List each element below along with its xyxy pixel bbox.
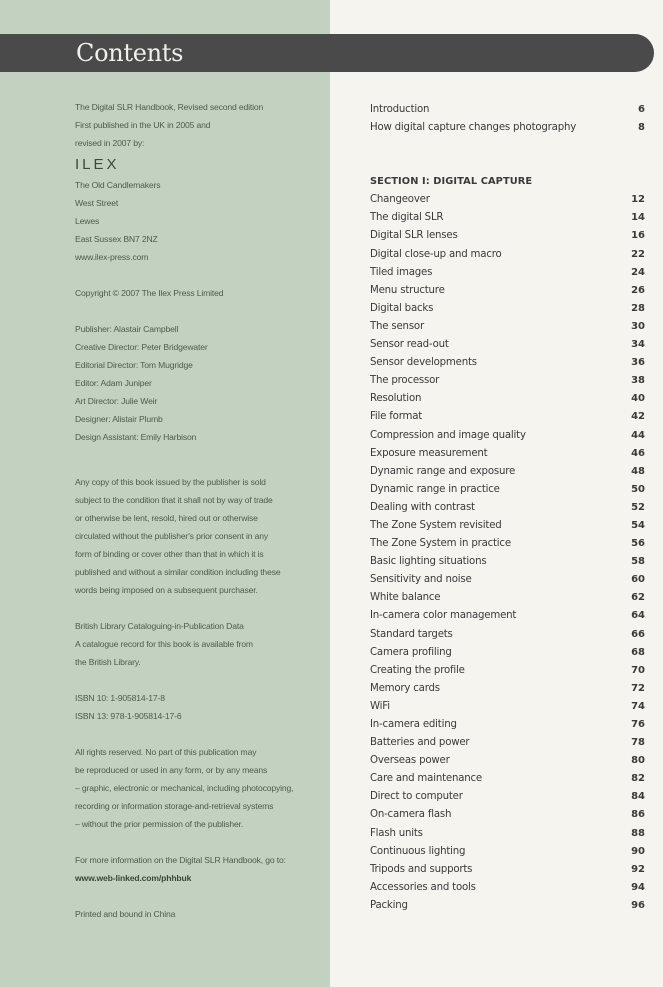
publisher-logo: ILEX — [75, 156, 120, 173]
address-line: East Sussex BN7 2NZ — [75, 234, 158, 244]
toc-entry-title: Dynamic range and exposure — [370, 465, 516, 477]
toc-entry[interactable] — [370, 209, 645, 227]
toc-entry[interactable] — [370, 589, 645, 607]
toc-entry[interactable] — [370, 770, 645, 788]
toc-entry[interactable] — [370, 553, 645, 571]
credit-line: Editorial Director: Tom Mugridge — [75, 360, 193, 370]
rights-line: – without the prior permission of the publisher. — [75, 819, 244, 829]
toc-entry-title: File format — [370, 411, 423, 423]
toc-entry-title: The sensor — [370, 320, 424, 332]
toc-entry-page: 86 — [631, 809, 645, 821]
cip-line: British Library Cataloguing-in-Publication Data — [75, 621, 244, 631]
rights-line: All rights reserved. No part of this publication may — [75, 747, 257, 757]
credit-line: Editor: Adam Juniper — [75, 378, 152, 388]
toc-entry-title: Introduction — [370, 104, 430, 115]
toc-entry-title: Exposure measurement — [370, 447, 488, 459]
toc-entry-title: Sensor developments — [370, 357, 477, 369]
toc-entry-page: 60 — [631, 574, 645, 586]
toc-entry-title: Resolution — [370, 393, 422, 405]
edition-line: The Digital SLR Handbook, Revised second edition — [75, 102, 264, 112]
toc-entry-page: 28 — [631, 302, 645, 314]
toc-entry-title: Digital backs — [370, 302, 434, 314]
toc-entry-title: Changeover — [370, 194, 430, 206]
toc-entry[interactable] — [370, 463, 645, 481]
toc-entry-page: 82 — [631, 773, 645, 785]
conditions-line: form of binding or cover other than that in which it is — [75, 549, 264, 559]
toc-entry[interactable] — [370, 571, 645, 589]
toc-entry-page: 76 — [631, 719, 645, 730]
toc-entry-title: Compression and image quality — [370, 429, 526, 441]
toc-entry-page: 34 — [631, 339, 645, 351]
toc-entry-page: 16 — [631, 230, 645, 242]
toc-entry[interactable] — [370, 318, 645, 336]
isbn-line: ISBN 13: 978-1-905814-17-6 — [75, 711, 182, 721]
toc-entry[interactable] — [370, 607, 645, 625]
toc-entry[interactable] — [370, 481, 645, 499]
edition-block — [75, 98, 315, 152]
toc-entry-page: 8 — [638, 122, 645, 134]
toc-entry-title: Basic lighting situations — [370, 556, 487, 568]
address-line: West Street — [75, 198, 119, 208]
toc-entry-title: Tripods and supports — [370, 863, 473, 875]
conditions-line: or otherwise be lent, resold, hired out or otherwise — [75, 513, 258, 523]
toc-entry-page: 48 — [631, 465, 645, 477]
toc-entry-title: The processor — [370, 375, 440, 387]
toc-entry-title: Care and maintenance — [370, 773, 482, 785]
conditions-line: words being imposed on a subsequent purchaser. — [75, 585, 258, 595]
address-block — [75, 176, 315, 266]
toc-entry-page: 26 — [631, 284, 645, 296]
toc-entry-page: 96 — [631, 899, 645, 911]
toc-entry[interactable] — [370, 264, 645, 282]
toc-entry[interactable] — [370, 119, 645, 137]
toc-entry-title: In-camera editing — [370, 719, 457, 730]
toc-entry-page: 70 — [631, 664, 645, 676]
toc-entry-title: How digital capture changes photography — [370, 122, 577, 134]
toc-entry[interactable] — [370, 716, 645, 734]
toc-entry-page: 44 — [631, 429, 645, 441]
toc-entry[interactable] — [370, 879, 645, 897]
conditions-line: subject to the condition that it shall not by way of trade — [75, 495, 273, 505]
toc-entry-title: The Zone System revisited — [370, 519, 502, 531]
toc-entry-page: 66 — [631, 628, 645, 640]
toc-entry-page: 38 — [631, 375, 645, 387]
toc-entry-page: 74 — [631, 700, 645, 712]
isbn-line: ISBN 10: 1-905814-17-8 — [75, 693, 165, 703]
toc-entry[interactable] — [370, 806, 645, 824]
toc-entry-page: 58 — [631, 556, 645, 568]
toc-entry-page: 36 — [631, 357, 645, 369]
toc-entry-title: Batteries and power — [370, 737, 470, 749]
cip-line: A catalogue record for this book is available from — [75, 639, 253, 649]
toc-entry-page: 6 — [638, 104, 645, 115]
address-line: The Old Candlemakers — [75, 180, 161, 190]
toc-entry-title: On-camera flash — [370, 809, 452, 821]
publisher-website: www.ilex-press.com — [75, 252, 149, 262]
toc-entry-title: In-camera color management — [370, 610, 517, 622]
website-link[interactable]: www.web-linked.com/phhbuk — [75, 873, 192, 883]
credits-block — [75, 320, 315, 446]
toc-entry-title: Continuous lighting — [370, 845, 466, 857]
toc-entry-title: Tiled images — [370, 266, 433, 278]
toc-entry[interactable] — [370, 282, 645, 300]
toc-entry-title: White balance — [370, 592, 441, 604]
toc-entry[interactable] — [370, 788, 645, 806]
toc-entry-title: Sensitivity and noise — [370, 574, 472, 586]
page-title: Contents — [76, 39, 184, 67]
toc-entry-title: Menu structure — [370, 284, 445, 296]
credit-line: Creative Director: Peter Bridgewater — [75, 342, 208, 352]
toc-entry[interactable] — [370, 101, 645, 119]
more-info-text: For more information on the Digital SLR Handbook, go to: — [75, 855, 286, 865]
conditions-line: circulated without the publisher's prior consent in any — [75, 531, 269, 541]
toc-entry-title: Accessories and tools — [370, 881, 476, 893]
toc-entry[interactable] — [370, 499, 645, 517]
toc-entry-page: 92 — [631, 863, 645, 875]
toc-entry[interactable] — [370, 861, 645, 879]
toc-entry-title: The Zone System in practice — [370, 538, 511, 550]
toc-entry[interactable] — [370, 897, 645, 915]
toc-entry-page: 40 — [631, 393, 645, 405]
toc-entry[interactable] — [370, 626, 645, 644]
conditions-block — [75, 473, 315, 599]
toc-entry-title: Flash units — [370, 827, 423, 839]
toc-entry-title: Memory cards — [370, 682, 440, 694]
conditions-line: Any copy of this book issued by the publisher is sold — [75, 477, 266, 487]
toc-entry-title: Packing — [370, 899, 408, 911]
toc-entry-page: 54 — [631, 519, 645, 531]
cip-line: the British Library. — [75, 657, 141, 667]
address-line: Lewes — [75, 216, 100, 226]
toc-entry-page: 68 — [631, 646, 645, 658]
toc-entry-page: 42 — [631, 411, 645, 423]
toc-entry[interactable] — [370, 191, 645, 209]
credit-line: Design Assistant: Emily Harbison — [75, 432, 197, 442]
toc-entry-page: 30 — [631, 320, 645, 332]
toc-entry[interactable] — [370, 825, 645, 843]
toc-entry-page: 80 — [631, 755, 645, 767]
copyright-notice: Copyright © 2007 The Ilex Press Limited — [75, 288, 224, 298]
toc-entry-list — [370, 191, 645, 915]
toc-entry[interactable] — [370, 535, 645, 553]
table-of-contents — [370, 101, 645, 915]
rights-block — [75, 743, 315, 833]
section-heading: SECTION I: DIGITAL CAPTURE — [370, 176, 533, 188]
toc-entry[interactable] — [370, 698, 645, 716]
toc-entry-page: 88 — [631, 827, 645, 839]
conditions-line: published and without a similar condition including these — [75, 567, 281, 577]
toc-entry[interactable] — [370, 336, 645, 354]
toc-entry[interactable] — [370, 517, 645, 535]
toc-entry-page: 46 — [631, 447, 645, 459]
toc-entry-title: Digital SLR lenses — [370, 230, 458, 242]
toc-entry-page: 84 — [631, 791, 645, 803]
colophon — [75, 98, 315, 923]
cip-block — [75, 617, 315, 671]
rights-line: – graphic, electronic or mechanical, including photocopying, — [75, 783, 294, 793]
toc-entry-page: 62 — [631, 592, 645, 604]
toc-entry[interactable] — [370, 354, 645, 372]
toc-entry[interactable] — [370, 680, 645, 698]
toc-entry-title: Digital close-up and macro — [370, 248, 502, 260]
toc-entry-page: 72 — [631, 682, 645, 694]
toc-entry[interactable] — [370, 408, 645, 426]
title-bar — [0, 34, 654, 72]
toc-entry-page: 14 — [631, 212, 645, 224]
toc-entry[interactable] — [370, 246, 645, 264]
rights-line: be reproduced or used in any form, or by any means — [75, 765, 268, 775]
isbn-block — [75, 689, 315, 725]
edition-line: revised in 2007 by: — [75, 138, 145, 148]
toc-entry[interactable] — [370, 843, 645, 861]
edition-line: First published in the UK in 2005 and — [75, 120, 211, 130]
toc-entry[interactable] — [370, 227, 645, 245]
toc-entry-page: 64 — [631, 610, 645, 622]
toc-entry-title: Standard targets — [370, 628, 453, 640]
toc-entry-title: The digital SLR — [370, 212, 444, 224]
toc-entry[interactable] — [370, 427, 645, 445]
rights-line: recording or information storage-and-retrieval systems — [75, 801, 274, 811]
credit-line: Publisher: Alastair Campbell — [75, 324, 179, 334]
toc-entry-page: 12 — [631, 194, 645, 206]
toc-entry-page: 90 — [631, 845, 645, 857]
credit-line: Art Director: Julie Weir — [75, 396, 158, 406]
toc-entry[interactable] — [370, 300, 645, 318]
credit-line: Designer: Alistair Plumb — [75, 414, 163, 424]
toc-entry-page: 24 — [631, 266, 645, 278]
toc-entry[interactable] — [370, 662, 645, 680]
toc-entry-title: Direct to computer — [370, 791, 463, 803]
toc-entry-page: 52 — [631, 501, 645, 513]
toc-intro-list — [370, 101, 645, 137]
toc-entry-title: Overseas power — [370, 755, 450, 767]
toc-entry[interactable] — [370, 752, 645, 770]
toc-entry-title: Dynamic range in practice — [370, 483, 500, 495]
toc-entry[interactable] — [370, 390, 645, 408]
toc-entry[interactable] — [370, 445, 645, 463]
toc-entry-title: Camera profiling — [370, 646, 452, 658]
printed-notice: Printed and bound in China — [75, 909, 176, 919]
toc-entry-page: 22 — [631, 248, 645, 260]
toc-entry[interactable] — [370, 372, 645, 390]
toc-entry-page: 56 — [631, 538, 645, 550]
toc-entry-title: Dealing with contrast — [370, 501, 475, 513]
toc-entry-title: Sensor read-out — [370, 339, 449, 351]
toc-entry-page: 50 — [631, 483, 645, 495]
toc-entry-page: 94 — [631, 881, 645, 893]
toc-entry-title: Creating the profile — [370, 664, 465, 676]
toc-entry[interactable] — [370, 734, 645, 752]
toc-entry[interactable] — [370, 644, 645, 662]
toc-entry-page: 78 — [631, 737, 645, 749]
toc-entry-title: WiFi — [370, 700, 390, 712]
